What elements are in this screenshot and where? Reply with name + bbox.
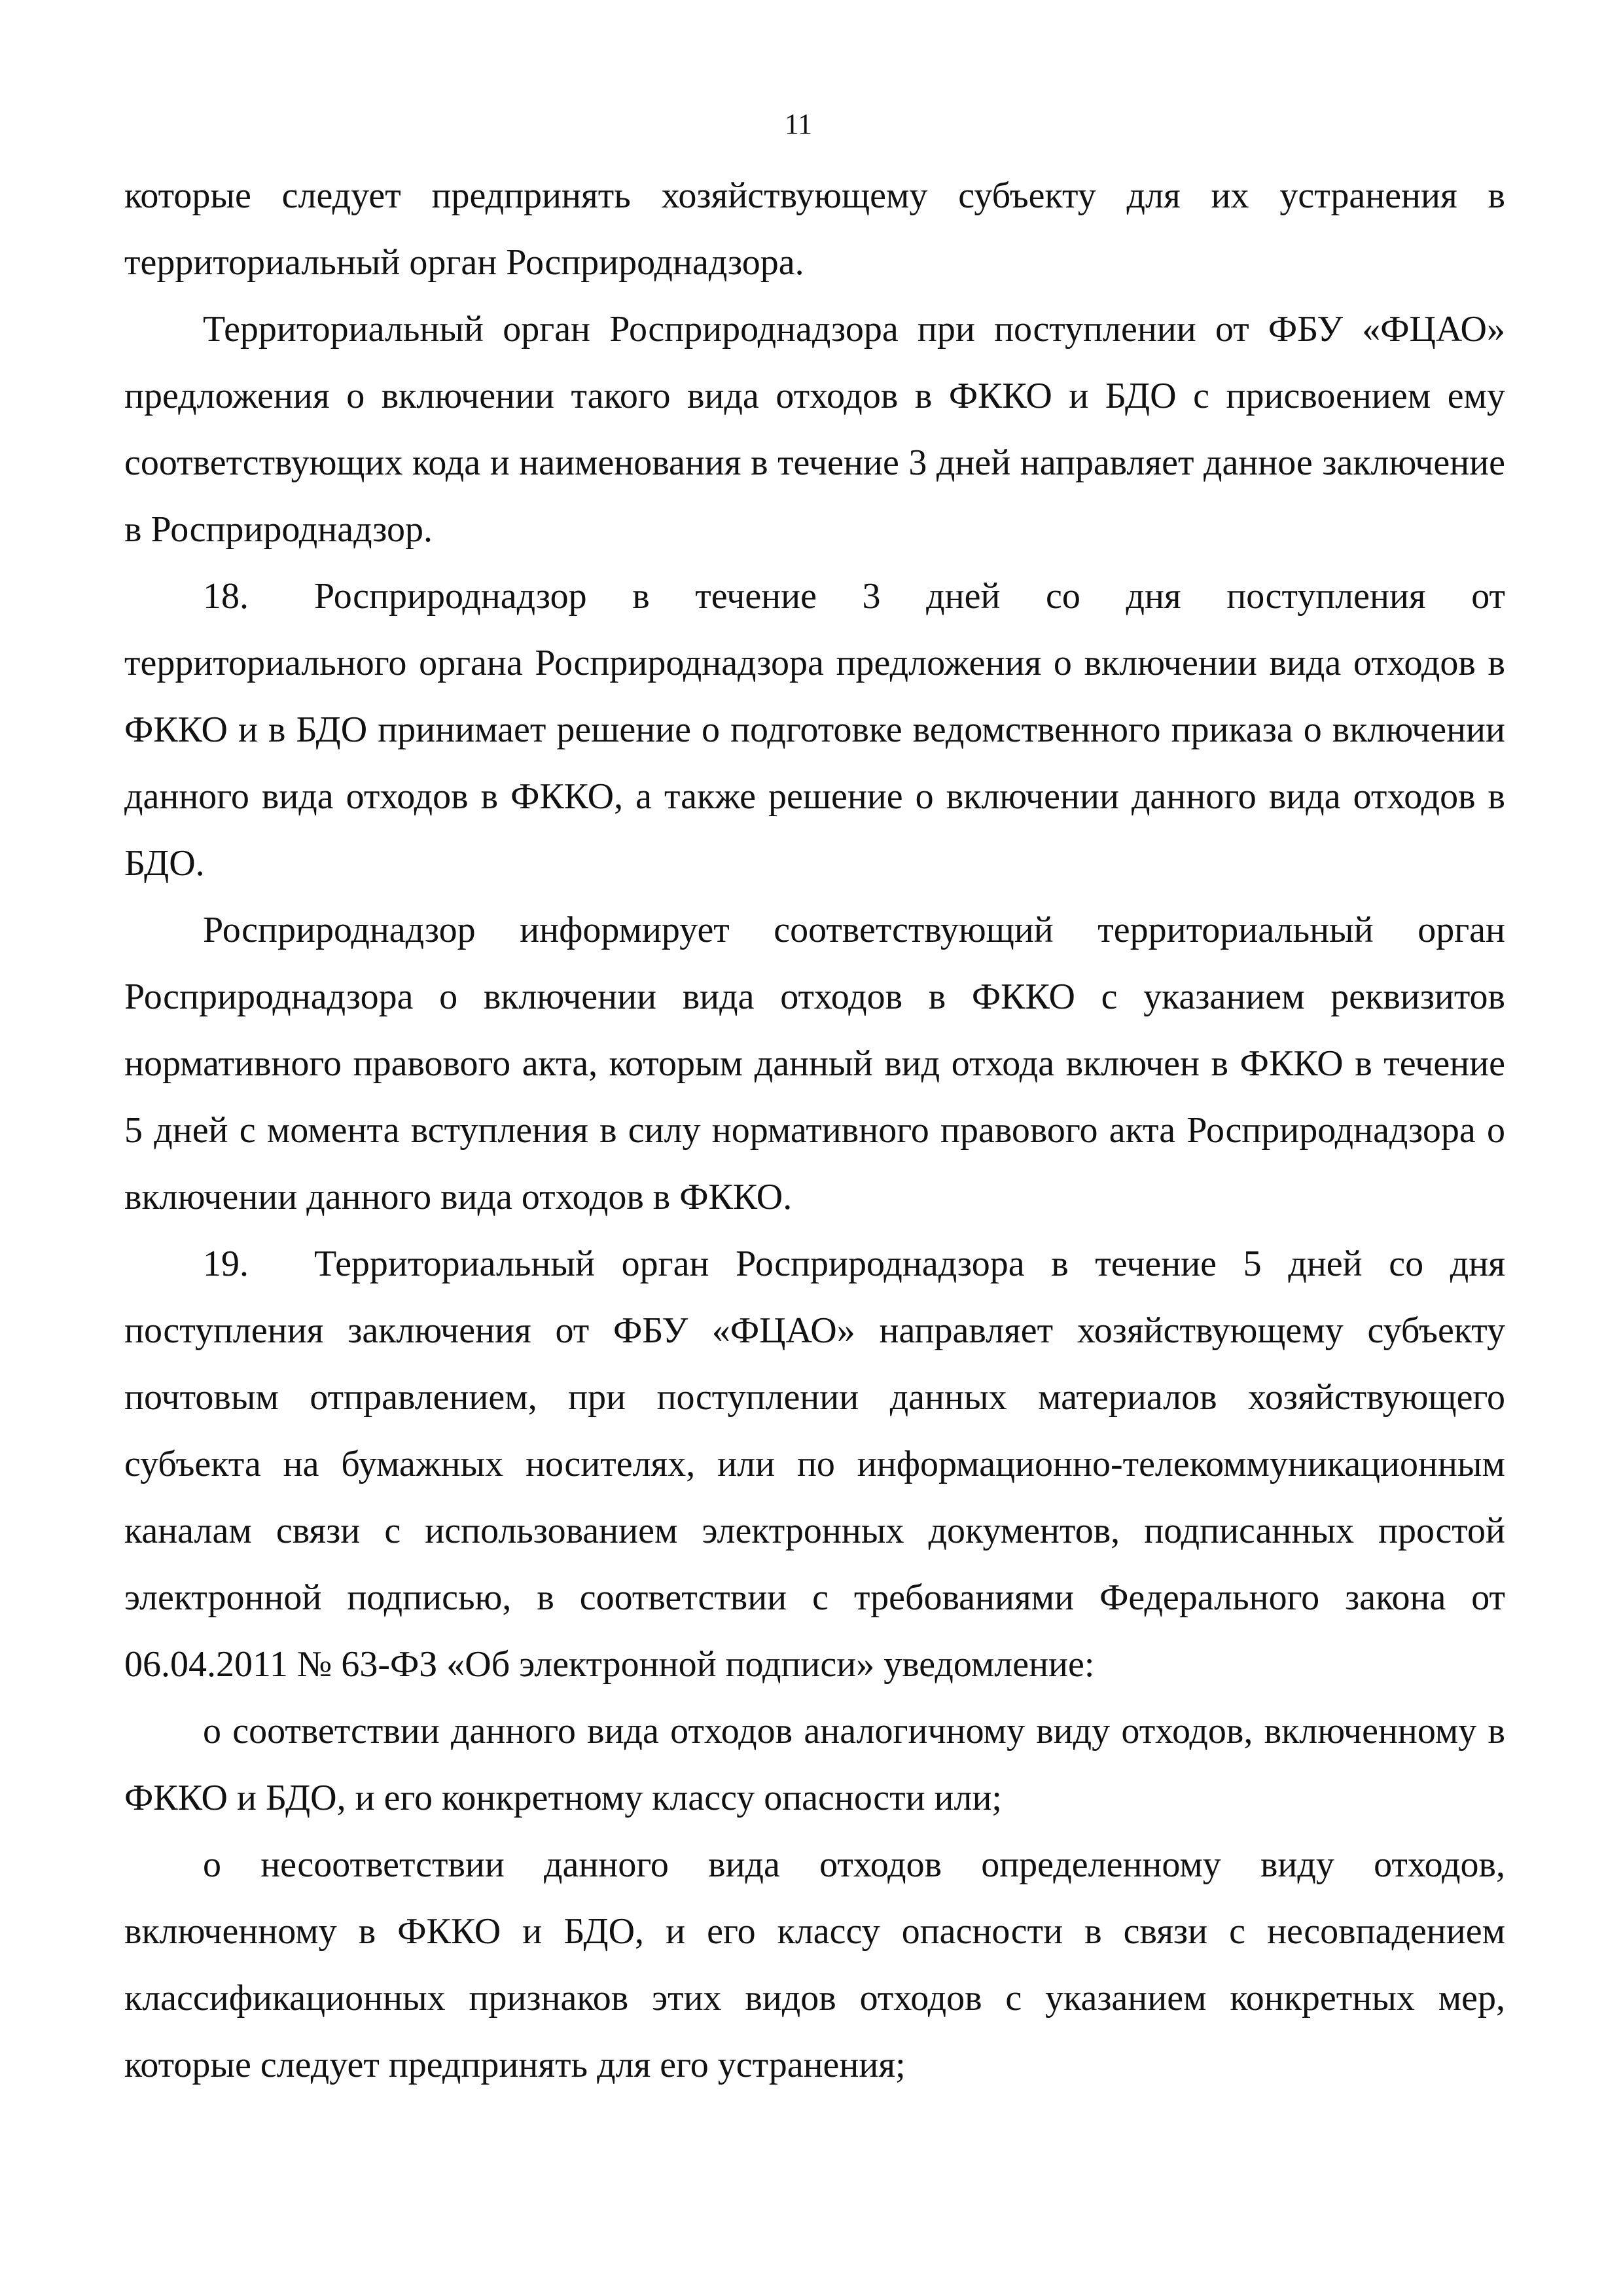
paragraph-text: которые следует предпринять хозяйствующему субъекту для их устранения в территориальный орган Росприроднадзора. xyxy=(124,175,1505,283)
paragraph-text: Территориальный орган Росприроднадзора в течение 5 дней со дня поступления заключения от ФБУ «ФЦАО» направляет хозяйствующему субъекту почтовым отправлением, при поступлении данных материалов хозяйствующего субъекта на бумажных носителях, или по информационно-телекоммуникационным каналам связи с использованием электронных документов, подписанных простой электронной подписью, в соответствии с требованиями Федерального закона от 06.04.2011 № 63-ФЗ «Об электронной подписи» уведомление: xyxy=(124,1244,1505,1685)
paragraph-item-18 xyxy=(124,563,1505,897)
item-number: 18. xyxy=(203,576,249,617)
paragraph-rosprirodnadzor-informs xyxy=(124,897,1505,1230)
document-body xyxy=(124,162,1505,2098)
paragraph-territorial-organ-proposal xyxy=(124,296,1505,563)
page-number: 11 xyxy=(784,108,813,140)
paragraph-conformity-option xyxy=(124,1698,1505,1831)
paragraph-continuation xyxy=(124,162,1505,296)
paragraph-text: Росприроднадзор в течение 3 дней со дня поступления от территориального органа Росприроднадзора предложения о включении вида отходов в ФККО и в БДО принимает решение о подготовке ведомственного приказа о включении данного вида отходов в ФККО, а также решение о включении данного вида отходов в БДО. xyxy=(124,576,1505,884)
item-number: 19. xyxy=(203,1244,249,1284)
paragraph-text: о соответствии данного вида отходов аналогичному виду отходов, включенному в ФККО и БДО, и его конкретному классу опасности или; xyxy=(124,1711,1505,1818)
paragraph-item-19 xyxy=(124,1230,1505,1698)
paragraph-text: Территориальный орган Росприроднадзора при поступлении от ФБУ «ФЦАО» предложения о включении такого вида отходов в ФККО и БДО с присвоением ему соответствующих кода и наименования в течение 3 дней направляет данное заключение в Росприроднадзор. xyxy=(124,309,1505,550)
paragraph-text: о несоответствии данного вида отходов определенному виду отходов, включенному в ФККО и БДО, и его классу опасности в связи с несовпадением классификационных признаков этих видов отходов с указанием конкретных мер, которые следует предпринять для его устранения; xyxy=(124,1844,1505,2085)
paragraph-nonconformity-option xyxy=(124,1831,1505,2098)
paragraph-text: Росприроднадзор информирует соответствующий территориальный орган Росприроднадзора о включении вида отходов в ФККО с указанием реквизитов нормативного правового акта, которым данный вид отхода включен в ФККО в течение 5 дней с момента вступления в силу нормативного правового акта Росприроднадзора о включении данного вида отходов в ФККО. xyxy=(124,910,1505,1217)
